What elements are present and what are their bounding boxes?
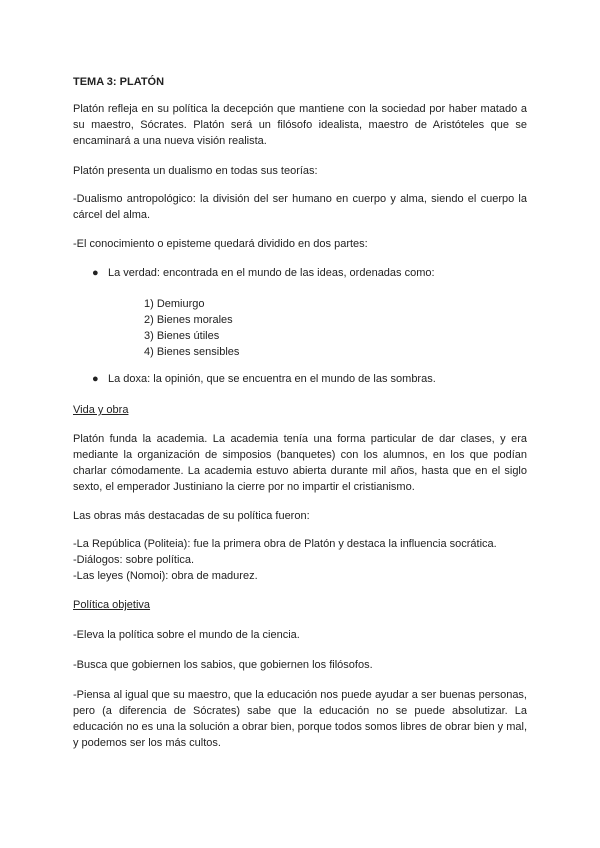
section-heading-vida: Vida y obra bbox=[73, 404, 129, 416]
list-item: 3) Bienes útiles bbox=[144, 330, 220, 342]
knowledge-paragraph: -El conocimiento o episteme quedará dividido en dos partes: bbox=[73, 238, 368, 250]
page-title: TEMA 3: PLATÓN bbox=[73, 76, 165, 88]
vida-paragraph: Platón funda la academia. La academia tenía una forma particular de dar clases, y era mediante la organización de simposios (banquetes) con los alumnos, en los que podían charlar cómodamente. La academia estuvo abierta durante mil años, hasta que en el siglo sexto, el emperador Justiniano la cierre por no impartir el cristianismo. bbox=[73, 433, 527, 493]
list-item: 4) Bienes sensibles bbox=[144, 346, 240, 358]
dualism-anthropological: -Dualismo antropológico: la división del ser humano en cuerpo y alma, siendo el cuerpo la cárcel del alma. bbox=[73, 193, 527, 221]
obras-list bbox=[73, 536, 527, 584]
politica-point-1: -Eleva la política sobre el mundo de la ciencia. bbox=[73, 629, 300, 641]
list-item: 1) Demiurgo bbox=[144, 298, 205, 310]
document-page: TEMA 3: PLATÓN Platón refleja en su política la decepción que mantiene con la sociedad por haber matado a su maestro, Sócrates. Platón será un filósofo idealista, maestro de Aristóteles que se encaminará a una nueva visión realista. Platón presenta un dualismo en todas sus teorías: -Dualismo antropológico: la división del ser humano en cuerpo y alma, siendo el cuerpo la cárcel del alma. -El conocimiento o episteme quedará dividido en dos partes: ● La verdad: encontrada en el mundo de las ideas, ordenadas como: 1) Demiurgo 2) Bienes morales 3) Bienes útiles 4) Bienes sensibles ● La doxa: la opinión, que se encuentra en el mundo de las sombras. Vida y obra Platón funda la academia. La academia tenía una forma particular de dar clases, y era mediante la organización de simposios (banquetes) con los alumnos, en los que podían charlar cómodamente. La academia estuvo abierta durante mil años, hasta que en el siglo sexto, el emperador Justiniano la cierre por no impartir el cristianismo. Las obras más destacadas de su política fueron: -La República (Politeia): fue la primera obra de Platón y destaca la influencia socrática. -Diálogos: sobre política. -Las leyes (Nomoi): obra de madurez. Política objetiva -Eleva la política sobre el mundo de la ciencia. -Busca que gobiernen los sabios, que gobiernen los filósofos. -Piensa al igual que su maestro, que la educación nos puede ayudar a ser buenas personas, pero (a diferencia de Sócrates) sabe que la educación no se puede absolutizar. La educación no es una la solución a obrar bien, porque todos somos libres de obrar bien y mal, y podemos ser los más cultos. bbox=[73, 76, 527, 749]
intro-paragraph: Platón refleja en su política la decepción que mantiene con la sociedad por haber matado a su maestro, Sócrates. Platón será un filósofo idealista, maestro de Aristóteles que se encaminará a una nueva visión realista. bbox=[73, 103, 527, 147]
list-item: -Diálogos: sobre política. bbox=[73, 554, 195, 566]
ideas-list bbox=[144, 296, 239, 360]
list-item: 2) Bienes morales bbox=[144, 314, 233, 326]
obras-intro: Las obras más destacadas de su política fueron: bbox=[73, 510, 310, 522]
list-item: -Las leyes (Nomoi): obra de madurez. bbox=[73, 570, 258, 582]
section-heading-politica: Política objetiva bbox=[73, 599, 151, 611]
bullet-icon: ● bbox=[92, 373, 99, 385]
politica-point-2: -Busca que gobiernen los sabios, que gobiernen los filósofos. bbox=[73, 659, 373, 671]
list-item: -La República (Politeia): fue la primera obra de Platón y destaca la influencia socrática. bbox=[73, 538, 497, 550]
bullet-icon: ● bbox=[92, 267, 99, 279]
dualism-intro: Platón presenta un dualismo en todas sus teorías: bbox=[73, 165, 318, 177]
politica-point-3: -Piensa al igual que su maestro, que la educación nos puede ayudar a ser buenas personas, pero (a diferencia de Sócrates) sabe que la educación no se puede absolutizar. La educación no es una la solución a obrar bien, porque todos somos libres de obrar bien y mal, y podemos ser los más cultos. bbox=[73, 689, 527, 749]
